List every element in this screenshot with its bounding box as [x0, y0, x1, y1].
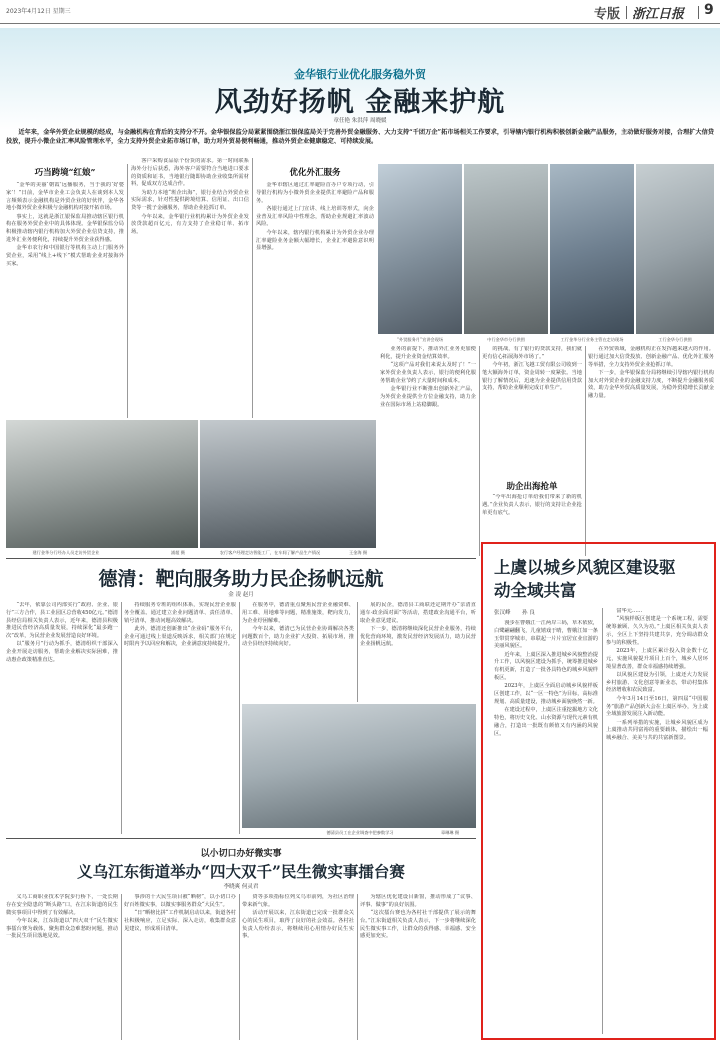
deqing-headline: 德清：靶向服务助力民企扬帆远航	[98, 568, 384, 590]
section-rule	[6, 558, 476, 559]
paragraph: 在外贸领域，金融机构正在发挥越来越大的作用。银行通过加大信贷投放、创新金融产品、优化外汇服务等举措，全力支持外贸企业抢抓订单。	[588, 346, 714, 368]
top-column-4	[380, 346, 476, 556]
column-divider	[585, 346, 586, 556]
paragraph: 持续服务专班的组织体系，实现民营企业服务全覆盖。通过建立企业问题清单、责任清单、销号清单，推动问题高效解决。	[124, 602, 236, 624]
paragraph: 业务的前提下，推动外汇业务更加便利化，提升企业资金结算效率。	[380, 346, 476, 360]
paragraph: 金华市农行和中国银行等机构主动上门服务外贸企业，采用“线上+线下”模式帮助企业对接海外买家。	[6, 245, 124, 267]
paragraph: 活动开展以来，江东街道已完成一批群众关心的民生项目，取得了良好的社会效益。各村社负责人纷纷表示，将继续用心用情办好民生实事。	[242, 910, 354, 940]
column-divider	[252, 158, 253, 418]
top-byline: 章任艳 朱洪萍 周晓媛	[333, 118, 387, 124]
photo-publicity-meeting	[378, 164, 462, 334]
paragraph: 今年3月14日至16日，第四届“中国服务”旅游产品创新大会在上虞区举办，为上虞全域旅游发展注入新动能。	[606, 695, 708, 718]
masthead-page-number: 9	[704, 2, 714, 18]
yiwu-kicker: 以小切口办好微实事	[200, 849, 282, 859]
photo-ccb-visit	[6, 420, 198, 548]
top-column-1	[6, 182, 124, 416]
yiwu-column-2	[124, 894, 236, 1040]
column-divider	[239, 602, 240, 834]
photo-caption: 德清县员工在企业调查中把参数学习	[326, 830, 394, 835]
column-divider	[127, 164, 128, 418]
paragraph: 2023年，上虞区累计投入资金数十亿元，实施风貌提升项目上百个，城乡人居环境显著改善，群众幸福感持续增强。	[606, 647, 708, 670]
top-headline: 风劲好扬帆 金融来护航	[214, 87, 506, 118]
masthead-date: 2023年4月12日 星期三	[6, 8, 71, 15]
top-column-2	[131, 158, 249, 418]
paragraph: 义乌工商职业技术学院步行桥下，一处长期存在安全隐患的“断头路”口，在江东街道的民生微实事项目中得到了有效解决。	[6, 894, 118, 916]
masthead-separator	[626, 6, 627, 19]
photo-credit: 工行金华分行供图	[658, 337, 692, 342]
deqing-column-2	[124, 602, 236, 834]
paragraph: “金华的美丽‘朝霞’远播服务，当于我的‘好婆家’！”日前，金华市企业工会负责人在谈到本人发言频频表示金融机构是外贸企业的好伙伴，金华各地小微外贸企业积极与金融机构对接开拓市场。	[6, 182, 124, 212]
column-divider	[479, 346, 480, 556]
top-column-3	[256, 182, 374, 334]
photo-deqing-staff	[242, 704, 476, 828]
paragraph: “这项产品对我们来说太及时了！”一家外贸企业负责人表示，银行的便利化服务帮助企业节约了大量时间和成本。	[380, 362, 476, 384]
column-divider	[602, 608, 603, 1034]
paragraph: 富华元……	[616, 608, 643, 614]
paragraph: 今年以来，江东街道以“四大双千”民生微实事擂台赛为载体，聚焦群众急难愁盼问题，推动一批民生项目落地见效。	[6, 917, 118, 940]
shangyu-headline: 上虞以城乡风貌区建设驱动全域共富	[494, 558, 676, 600]
paragraph: 金华银行业不断推出创新外汇产品，为外贸企业提供全方位金融支持，助力企业在国际市场上站稳脚跟。	[380, 385, 476, 408]
paragraph: 为助力本地“班企出海”，银行业结合外贸企业实际需求，针对性提供跨境结算、信用证、出口信贷等一揽子金融服务，帮助企业抢抓订单。	[131, 189, 249, 212]
top-subhead-3: 助企出海抢单	[506, 482, 558, 492]
column-divider	[121, 894, 122, 1040]
deqing-column-3	[242, 602, 354, 702]
paragraph: 此外，德清还创新推出“企业码”服务平台，企业可通过线上渠道反映诉求，相关部门在规定时限内予以回应和解决，企业满意度持续提升。	[124, 625, 236, 648]
top-subhead-2: 优化外汇服务	[289, 168, 341, 178]
yiwu-byline: 李晓爽 何灵君	[223, 884, 259, 890]
paragraph: 资等多项指标位列义乌市前列，为社区治理带来新气象。	[242, 894, 354, 908]
photo-credit: 中行金华市分行供图	[487, 337, 525, 342]
photo-caption: 工行金华分行业务主管在走访现场	[560, 337, 624, 342]
top-column-6	[588, 346, 714, 556]
paragraph: 一系列举措的实施，让城乡风貌区成为上虞推动共同富裕的重要载体，描绘出一幅城乡融合、美美与共的共富新图景。	[606, 719, 708, 742]
masthead	[0, 0, 720, 28]
paragraph: 各银行通过上门宣讲、线上培训等形式，向企业普及汇率风险中性理念，帮助企业规避汇率波动风险。	[256, 205, 374, 228]
masthead-section: 专版	[594, 7, 621, 22]
photo-factory-visit-2	[636, 164, 714, 334]
photo-abc-factory	[200, 420, 376, 548]
paragraph: 下一步，德清将继续深化民营企业服务，持续优化营商环境，激发民营经济发展活力，助力民营企业扬帆远航。	[360, 625, 476, 648]
top-subhead-1: 巧当跨境“红娘”	[34, 168, 96, 178]
photo-caption: 农行客户经理走访智能工厂，在车间了解产品生产情况	[219, 550, 321, 555]
paragraph: 事实上，这就是浙江银保监局推动辖区银行机构在服务外贸企业中的具体体现。金华银保监分局积极推动辖内银行机构加大外贸企业信贷支持，推进外汇业务便利化，持续提升外贸企业获得感。	[6, 213, 124, 244]
paragraph: 下一步，金华银保监分局将继续引导辖内银行机构加大对外贸企业的金融支持力度，不断提升金融服务质效，助力金华外贸高质量发展，为稳外贸稳增长贡献金融力量。	[588, 369, 714, 400]
yiwu-column-1	[6, 894, 118, 1040]
paragraph: 金华市辖区通过汇率避险首办户专项行动，引导银行机构为小微外贸企业提供汇率避险产品和服务。	[256, 182, 374, 204]
masthead-rule	[0, 23, 720, 24]
top-lead: 近年来，金华外贸企业规模的经成，与金融机构在背后的支持分不开。金华银保监分局紧紧围绕浙江银保监局关于完善外贸金融服务、大力支持“千团万企”拓市场相关工作要求，引导辖内银行机构积极创新金融产品服务，主动做好服务对接，合理扩大信贷投放，提升小微企业汇率风险管理水平，全力支持外贸企业拓市场订单，助力对外贸易便利畅通，推动外贸企业健康稳定、可持续发展。	[6, 129, 714, 145]
yiwu-column-3	[242, 894, 354, 1040]
photo-credit: 王金海 摄	[348, 550, 368, 555]
paragraph: 客户采购食品原个份货的需求。第一时间联系海外分行后获悉，海外客户需要符合当地进口要求的资质和证书，当地银行随即协助企业收集所需材料，促成双方达成合作。	[131, 158, 249, 188]
paragraph: “日”晒榜比拼“工作机制启动以来，街道各村社积极响应，立足实际、深入走访，收集群众意见建议，形成项目清单。	[124, 910, 236, 932]
paragraph: “去年，依靠公司内部实行“政府、企业、银行”三方合作，县工业园区总营收450亿元。”德清县经信局相关负责人表示，近年来，德清县积极推进民营经济高质量发展，持续深化“最多跑一次”改革，为民营企业发展营造良好环境。	[6, 602, 118, 640]
shangyu-byline-right: 孙 良	[522, 610, 535, 616]
column-divider	[239, 894, 240, 1040]
photo-factory-visit-1	[550, 164, 634, 334]
masthead-separator-2	[698, 6, 699, 19]
paragraph: 2023年，上虞区全面启动城乡风貌样板区创建工作，以“一区一特色”为目标，高标准规划、高质量建设，推动城乡面貌焕然一新。	[494, 683, 598, 705]
column-divider	[121, 602, 122, 834]
photo-credit: 章琳琳 摄	[440, 830, 460, 835]
paragraph: 今年以来，金华银行业机构累计为外贸企业发放贷款超百亿元，有力支持了企业稳订单、拓市场。	[131, 213, 249, 236]
paragraph: 今年初，浙江飞越工贸有限公司收到一笔大额海外订单，资金周转一度紧张。当地银行了解情况后，迅速为企业提供信用贷款支持，帮助企业顺利完成订单生产。	[482, 362, 582, 392]
shangyu-column-1	[494, 620, 598, 1034]
paragraph: 展的民企，德清县工商联还定期开办“亲清直通车·政企面对面”等活动，搭建政企沟通平台，听取企业意见建议。	[360, 602, 476, 624]
paragraph: “风貌样板区创建是一个系统工程，需要统筹兼顾、久久为功。”上虞区相关负责人表示，全区上下坚持共建共享，充分调动群众参与的积极性。	[606, 616, 708, 646]
deqing-column-1	[6, 602, 118, 834]
paragraph: 今年以来，辖内银行机构累计为外贸企业办理汇率避险业务金额大幅增长，企业汇率避险意识明显增强。	[256, 229, 374, 252]
section-rule	[6, 838, 476, 839]
shangyu-byline-left: 张汉峰	[494, 610, 511, 616]
paragraph: 今年以来，德清已为民营企业协调解决各类问题数百个，助力企业扩大投资、拓展市场，推动全县经济持续向好。	[242, 625, 354, 648]
paragraph: 近年来，上虞区深入推进城乡风貌整治提升工作，以风貌区建设为抓手，统筹推进城乡有机更新，打造了一批各具特色的城乡风貌样板区。	[494, 651, 598, 682]
paragraph: 事涉的十大民生项目被“晒榜”，以小切口办好百姓微实事，以微实事服务群众“大民生”。	[124, 894, 236, 908]
deqing-column-4	[360, 602, 476, 702]
yiwu-headline: 义乌江东街道举办“四大双千”民生微实事擂台赛	[77, 862, 405, 881]
photo-caption: “外贸服务月”宣讲会现场	[396, 337, 444, 342]
paragraph: 在建设过程中，上虞区注重挖掘地方文化特色，将历史文化、山水资源与现代元素有机融合，打造出一批既有颜值又有内涵的风貌区。	[494, 707, 598, 737]
paragraph: 漫步在曹娥江一江两岸三码，草木依依，白鹭翩翩翻飞，儿童嬉戏于晴，曹娥江如一条玉带贯穿城市，串联起一片片宜居宜业宜游的美丽风貌区。	[494, 620, 598, 650]
yiwu-column-4	[360, 894, 476, 1040]
column-divider	[357, 894, 358, 1040]
top-column-5	[482, 346, 582, 476]
paragraph: 以“服务月”行动为抓手，德清组织干部深入企业开展走访服务，帮助企业解决实际困难，推动惠企政策精准直达。	[6, 641, 118, 664]
paragraph: “今年出海抢订单给我们带来了新的机遇。”企业负责人表示，银行的支持让企业抢单更有底气。	[482, 494, 582, 516]
top-kicker: 金华银行业优化服务稳外贸	[294, 68, 426, 81]
photo-credit: 浦超 摄	[171, 550, 185, 555]
paragraph: 以风貌区建设为引领，上虞还大力发展乡村旅游、文化创意等新业态，带动村集体经济增收和农民致富。	[606, 671, 708, 694]
masthead-paper: 浙江日报	[632, 7, 685, 22]
column-divider	[357, 602, 358, 702]
paragraph: 为辖区优化建设目新窗，推动形成了“议事、评事、做事”的良好氛围。	[360, 894, 476, 908]
paragraph: 在服务中，德清重点聚焦民营企业融资难、用工难、用地难等问题，精准施策，靶向发力，为企业纾困解难。	[242, 602, 354, 624]
shangyu-column-2	[606, 608, 708, 1034]
paragraph: “这次擂台赛也为各村社干部提供了展示的舞台。”江东街道相关负责人表示，下一步将继续深化民生微实事工作，让群众的获得感、幸福感、安全感更加充实。	[360, 910, 476, 940]
deqing-byline: 金 凌 赵月	[228, 592, 254, 598]
paragraph: 的挑战，有了银行的贷款支持，我们就更有信心拓展海外市场了。”	[482, 346, 582, 360]
photo-bank-visit	[464, 164, 548, 334]
photo-caption: 建行金华分行经办人员走访外贸企业	[32, 550, 100, 555]
